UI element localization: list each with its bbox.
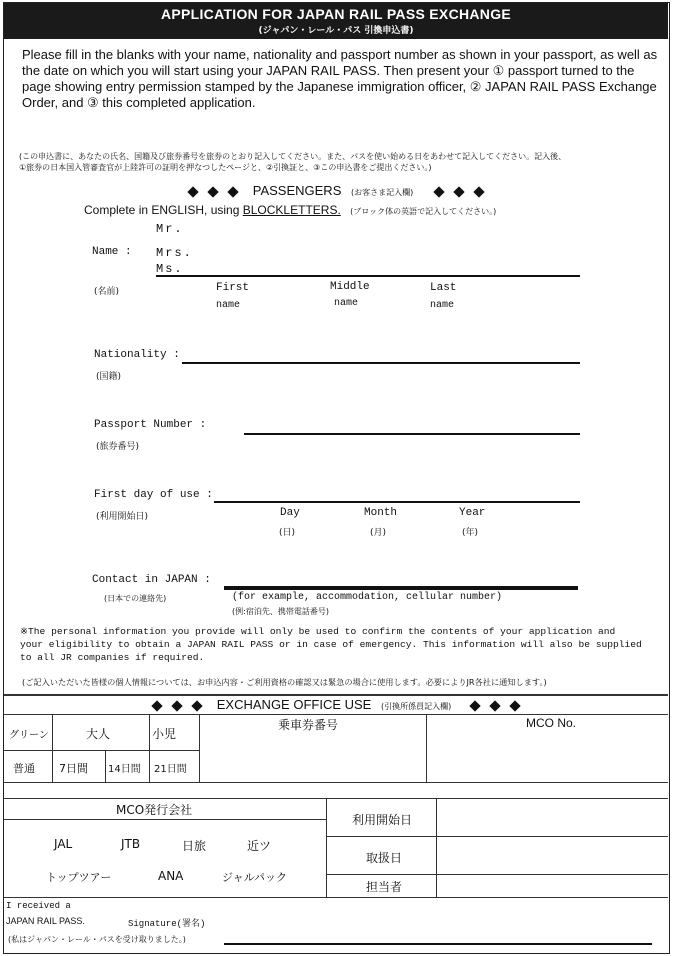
intro-paragraph: Please fill in the blanks with your name, nationality and passport number as shown in your passport, as well as the date on which you will start using your JAPAN RAIL PASS. Then present your ① passport turned to the page showing entry permission stamped by the Japanese immigration officer, ② JAPAN RAIL PASS Exchange Order, and ③ this completed application. [22,47,658,110]
table-line [199,714,200,782]
cell-jalpak: ジャルパック [222,871,288,884]
diamond-icon [171,700,182,711]
receipt-line1: I received a [6,901,71,911]
diamond-icon [191,700,202,711]
middle-name-label: Middle [330,281,370,293]
passport-label-jp: (旅券番号) [96,442,140,452]
cell-ana: ANA [158,869,184,883]
diamond-icon [469,700,480,711]
office-heading: EXCHANGE OFFICE USE [216,697,372,712]
cell-start-date: 利用開始日 [352,813,413,827]
contact-hint-jp: (例:宿泊先、携帯電話番号) [232,607,329,616]
privacy-line2: your eligibility to obtain a JAPAN RAIL PASS or in case of emergency. This information will also be supplied [20,639,642,650]
table-line [4,714,668,715]
table-line [4,819,326,820]
passport-input-line[interactable] [244,433,580,435]
page-subtitle: (ジャパン・レール・パス 引換申込書) [258,26,414,36]
cell-handled-date: 取扱日 [366,851,403,865]
table-line [326,874,668,875]
contact-input-line[interactable] [224,586,578,590]
office-heading-jp: (引換所係員記入欄) [380,702,452,711]
firstday-label: First day of use : [94,489,213,501]
title-bar [4,3,668,39]
page-title: APPLICATION FOR JAPAN RAIL PASS EXCHANGE [160,6,512,22]
table-line [105,750,106,782]
diamond-icon [151,700,162,711]
cell-ticket-no: 乗車券番号 [278,718,339,732]
cell-staff: 担当者 [366,880,403,894]
cell-green: グリーン [9,730,49,741]
middle-name-label2: name [334,298,359,309]
title-ms: Ms. [156,262,184,276]
table-line [426,714,427,782]
privacy-jp: (ご記入いただいた皆様の個人情報については、お申込内容・ご利用資格の確認又は緊急の場合に使用します。必要によりJR各社に通知します。) [22,677,547,687]
first-name-label: First [216,282,250,294]
first-name-label2: name [216,300,241,311]
contact-label-jp: (日本での連絡先) [104,594,167,603]
cell-jtb: JTB [121,837,141,851]
section-divider [4,694,668,696]
name-label: Name : [92,246,132,258]
firstday-input-line[interactable] [214,501,580,503]
cell-21days: 21日間 [154,764,187,775]
intro-jp-line1: (この申込書に、あなたの氏名、国籍及び旅券番号を旅券のとおり記入してください。また、パスを使い始める日をあわせて記入してください。記入後、 [19,152,567,161]
cell-7days: 7日間 [59,762,88,775]
passengers-heading-row [4,183,668,198]
receipt-line3: (私はジャパン・レール・パスを受け取りました。) [8,935,186,944]
month-label-jp: (月) [370,528,387,538]
passengers-heading: PASSENGERS [252,183,342,198]
diamond-icon [433,186,444,197]
intro-jp-line2: ①旅券の日本国入管審査官が上陸許可の証明を押なつしたページと、②引換証と、③この申込書をご提出ください。) [19,163,432,172]
instruction-emph: BLOCKLETTERS. [242,203,341,217]
cell-toptour: トップツアー [46,871,112,884]
table-line [4,798,668,799]
cell-14days: 14日間 [108,764,141,775]
table-line [149,714,150,782]
cell-mco-no: MCO No. [526,716,577,730]
cell-mco-issuer: MCO発行会社 [116,803,193,817]
day-label-jp: (日) [279,528,296,538]
month-label: Month [364,507,398,519]
table-line [326,836,668,837]
contact-hint: (for example, accommodation, cellular number) [232,592,503,603]
name-input-line[interactable] [156,275,580,277]
cell-kintsu: 近ツ [247,839,272,853]
privacy-line1: ※The personal information you provide will only be used to confirm the contents of your application and [20,626,616,637]
table-line [326,798,327,897]
instruction-prefix: Complete in ENGLISH, using [84,203,243,217]
table-line [52,714,53,782]
diamond-icon [227,186,238,197]
diamond-icon [453,186,464,197]
table-line [4,782,668,783]
cell-adult: 大人 [86,727,111,741]
diamond-icon [187,186,198,197]
privacy-line3: to all JR companies if required. [20,652,205,663]
diamond-icon [473,186,484,197]
firstday-label-jp: (利用開始日) [96,512,149,522]
last-name-label2: name [430,300,455,311]
passport-label: Passport Number : [94,419,207,431]
table-line [4,750,199,751]
application-form [3,2,670,954]
diamond-icon [207,186,218,197]
receipt-line2: JAPAN RAIL PASS. [6,916,85,926]
name-label-jp: (名前) [94,287,120,297]
signature-line[interactable] [224,943,652,945]
cell-child: 小児 [152,727,177,741]
last-name-label: Last [430,282,457,294]
table-line [436,798,437,897]
title-mr: Mr. [156,222,184,236]
year-label: Year [459,507,486,519]
nationality-label: Nationality : [94,349,180,361]
passengers-heading-jp: (お客さま記入欄) [351,188,414,197]
office-heading-row [4,697,668,712]
diamond-icon [509,700,520,711]
day-label: Day [280,507,300,519]
nationality-input-line[interactable] [182,362,580,364]
cell-jal: JAL [54,837,73,851]
title-mrs: Mrs. [156,246,193,260]
cell-ordinary: 普通 [13,762,35,775]
instruction-jp: (ブロック体の英語で記入してください。) [350,207,497,216]
contact-label: Contact in JAPAN : [92,574,211,586]
diamond-icon [489,700,500,711]
table-line [4,897,668,898]
cell-nittabi: 日旅 [182,839,207,853]
receipt-signature-label: Signature(署名) [128,919,206,929]
year-label-jp: (年) [462,528,479,538]
passengers-instruction [84,203,496,217]
nationality-label-jp: (国籍) [96,372,122,382]
